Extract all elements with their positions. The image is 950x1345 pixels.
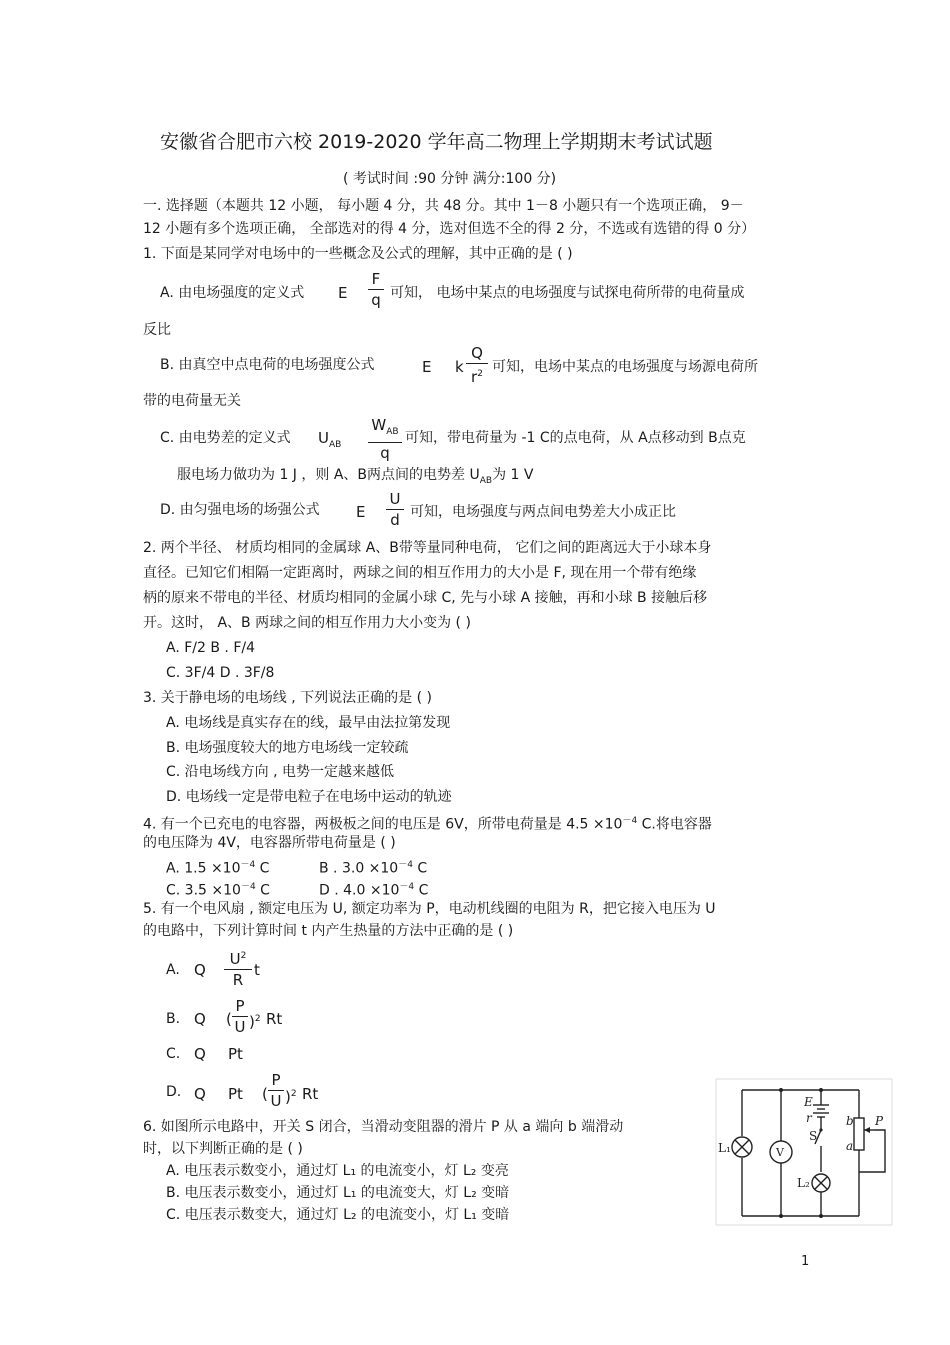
q5-d-lparen: (: [262, 1085, 268, 1103]
q4-line1: 4. 有一个已充电的电容器，两极板之间的电压是 6V，所带电荷量是 $4.5 \times 10^{-4}$ C.将电容器: [143, 816, 712, 833]
q1-option-d-text: 可知，电场强度与两点间电势差大小成正比: [410, 504, 676, 520]
q1-a-denominator: q: [371, 291, 381, 309]
q1-d-numerator: U: [389, 490, 401, 508]
q1-a-fraction: [368, 270, 384, 309]
q5-d-denominator: U: [270, 1092, 282, 1110]
q6-line1: 6. 如图所示电路中，开关 S 闭合，当滑动变阻器的滑片 P 从 a 端向 b 端滑动: [143, 1119, 624, 1135]
q5-d-Pt: Pt: [228, 1085, 243, 1103]
circuit-label-L2: L₂: [797, 1176, 810, 1190]
circuit-diagram: [715, 1078, 893, 1226]
q1-c-numerator: $W_{AB}$: [371, 416, 399, 437]
q3-option-b: B. 电场强度较大的地方电场线一定较疏: [166, 740, 409, 756]
q1-option-c-text: 可知，带电荷量为 -1 C的点电荷，从 A点移动到 B点克: [405, 430, 746, 446]
q1-option-c-cont: 服电场力做功为 1 J ，则 A、B两点间的电势差 $U_{AB}$为 1 V: [177, 467, 534, 486]
q2-line3: 柄的原来不带电的半径、材质均相同的金属小球 C, 先与小球 A 接触，再和小球 B 接触后移: [143, 590, 708, 606]
q5-d-rparen: )$^2$: [285, 1088, 297, 1106]
q2-options-ab: A. F/2 B . F/4: [166, 640, 255, 656]
q1-d-fraction: [386, 490, 404, 529]
q2-line1: 2. 两个半径、 材质均相同的金属球 A、B带等量同种电荷， 它们之间的距离远大于小球本身: [143, 540, 712, 556]
circuit-label-S: S: [809, 1129, 818, 1143]
page-number: 1: [801, 1254, 810, 1269]
q2-line4: 开。这时， A、B 两球之间的相互作用力大小变为 ( ): [143, 615, 471, 631]
section-intro-line2: 12 小题有多个选项正确， 全部选对的得 4 分，选对但选不全的得 2 分，不选或有选错的得 0 分）: [143, 221, 756, 237]
q5-option-d-label: D.: [166, 1084, 182, 1100]
q5-line2: 的电路中，下列计算时间 t 内产生热量的方法中正确的是 ( ): [143, 923, 514, 939]
q1-b-symbol: E: [422, 358, 432, 376]
q5-a-denominator: R: [232, 971, 244, 989]
q3-stem: 3. 关于静电场的电场线 , 下列说法正确的是 ( ): [143, 690, 432, 706]
q5-a-numerator: $U^2$: [229, 950, 247, 968]
q1-a-symbol: E: [338, 284, 348, 302]
q5-a-fraction: [224, 947, 252, 989]
q3-option-a: A. 电场线是真实存在的线，最早由法拉第发现: [166, 715, 451, 731]
circuit-label-a: a: [846, 1139, 854, 1153]
q5-b-Rt: Rt: [266, 1010, 283, 1028]
q6-line2: 时，以下判断正确的是 ( ): [143, 1141, 303, 1157]
q5-a-t: t: [254, 961, 260, 979]
q1-b-k: k: [455, 358, 464, 376]
q1-option-c-label: C. 由电势差的定义式: [160, 430, 291, 446]
q6-option-c: C. 电压表示数变大，通过灯 L₂ 的电流变小，灯 L₁ 变暗: [166, 1207, 510, 1223]
q4-option-d: D . $4.0 \times 10^{-4}$ C: [319, 882, 429, 899]
q3-option-d: D. 电场线一定是带电粒子在电场中运动的轨迹: [166, 789, 452, 805]
q1-option-a-text: 可知， 电场中某点的电场强度与试探电荷所带的电荷量成: [390, 285, 745, 301]
q5-b-numerator: P: [235, 997, 245, 1015]
page-title: 安徽省合肥市六校 2019-2020 学年高二物理上学期期末考试试题: [160, 131, 713, 153]
q2-options-cd: C. 3F/4 D . 3F/8: [166, 665, 275, 681]
q1-option-a-label: A. 由电场强度的定义式: [160, 285, 305, 301]
q1-option-b-text: 可知，电场中某点的电场强度与场源电荷所: [492, 359, 758, 375]
q5-line1: 5. 有一个电风扇 , 额定电压为 U, 额定功率为 P，电动机线圈的电阻为 R，把它接入电压为 U: [143, 901, 716, 917]
circuit-label-L1: L₁: [718, 1141, 731, 1155]
q6-option-a: A. 电压表示数变小，通过灯 L₁ 的电流变小，灯 L₂ 变亮: [166, 1163, 509, 1179]
q1-b-numerator: Q: [471, 344, 483, 362]
circuit-label-P: P: [875, 1114, 884, 1128]
q2-line2: 直径。已知它们相隔一定距离时，两球之间的相互作用力的大小是 F, 现在用一个带有绝缘: [143, 565, 697, 581]
q1-option-b-label: B. 由真空中点电荷的电场强度公式: [160, 357, 375, 373]
q6-option-b: B. 电压表示数变小，通过灯 L₁ 的电流变大，灯 L₂ 变暗: [166, 1185, 510, 1201]
q5-d-Rt: Rt: [302, 1085, 319, 1103]
q1-c-denominator: q: [380, 444, 390, 462]
q1-option-b-cont: 带的电荷量无关: [143, 393, 241, 409]
q1-d-symbol: E: [356, 503, 366, 521]
q5-c-Pt: Pt: [228, 1045, 243, 1063]
q4-option-b: B . $3.0 \times 10^{-4}$ C: [319, 860, 428, 877]
q4-option-a: A. $1.5 \times 10^{-4}$ C: [166, 860, 270, 877]
q5-b-fraction: [232, 997, 248, 1036]
q1-d-denominator: d: [390, 511, 400, 529]
section-intro-line1: 一. 选择题（本题共 12 小题， 每小题 4 分，共 48 分。其中 1－8 小题只有一个选项正确， 9－: [143, 198, 744, 214]
q5-option-a-label: A.: [166, 962, 180, 978]
q1-stem: 1. 下面是某同学对电场中的一些概念及公式的理解，其中正确的是 ( ): [143, 246, 573, 262]
q4-option-c: C. $3.5 \times 10^{-4}$ C: [166, 882, 270, 899]
q5-a-Q: Q: [194, 961, 206, 979]
q1-option-d-label: D. 由匀强电场的场强公式: [160, 502, 320, 518]
q1-c-symbol: $U_{AB}$: [318, 429, 342, 450]
q4-line2: 的电压降为 4V，电容器所带电荷量是 ( ): [143, 835, 396, 851]
circuit-label-b: b: [846, 1114, 854, 1128]
q5-c-Q: Q: [194, 1045, 206, 1063]
q5-option-b-label: B.: [166, 1011, 181, 1027]
q5-b-denominator: U: [234, 1018, 246, 1036]
circuit-label-r: r: [806, 1111, 812, 1125]
q5-d-numerator: P: [271, 1071, 281, 1089]
exam-info: ( 考试时间 :90 分钟 满分:100 分): [343, 171, 557, 187]
q5-b-rparen: )$^2$: [249, 1013, 261, 1031]
circuit-label-V: V: [776, 1146, 784, 1159]
q5-b-Q: Q: [194, 1010, 206, 1028]
q1-option-a-cont: 反比: [143, 322, 171, 338]
q3-option-c: C. 沿电场线方向 , 电势一定越来越低: [166, 764, 395, 780]
circuit-label-E: E: [804, 1095, 813, 1109]
q1-a-numerator: F: [371, 270, 381, 288]
q5-d-fraction: [268, 1071, 284, 1110]
q5-d-Q: Q: [194, 1085, 206, 1103]
q1-c-fraction: [368, 416, 402, 462]
q5-option-c-label: C.: [166, 1046, 181, 1062]
q5-b-lparen: (: [226, 1010, 232, 1028]
q1-b-denominator: $r^2$: [471, 368, 483, 386]
q1-b-fraction: [466, 344, 488, 386]
